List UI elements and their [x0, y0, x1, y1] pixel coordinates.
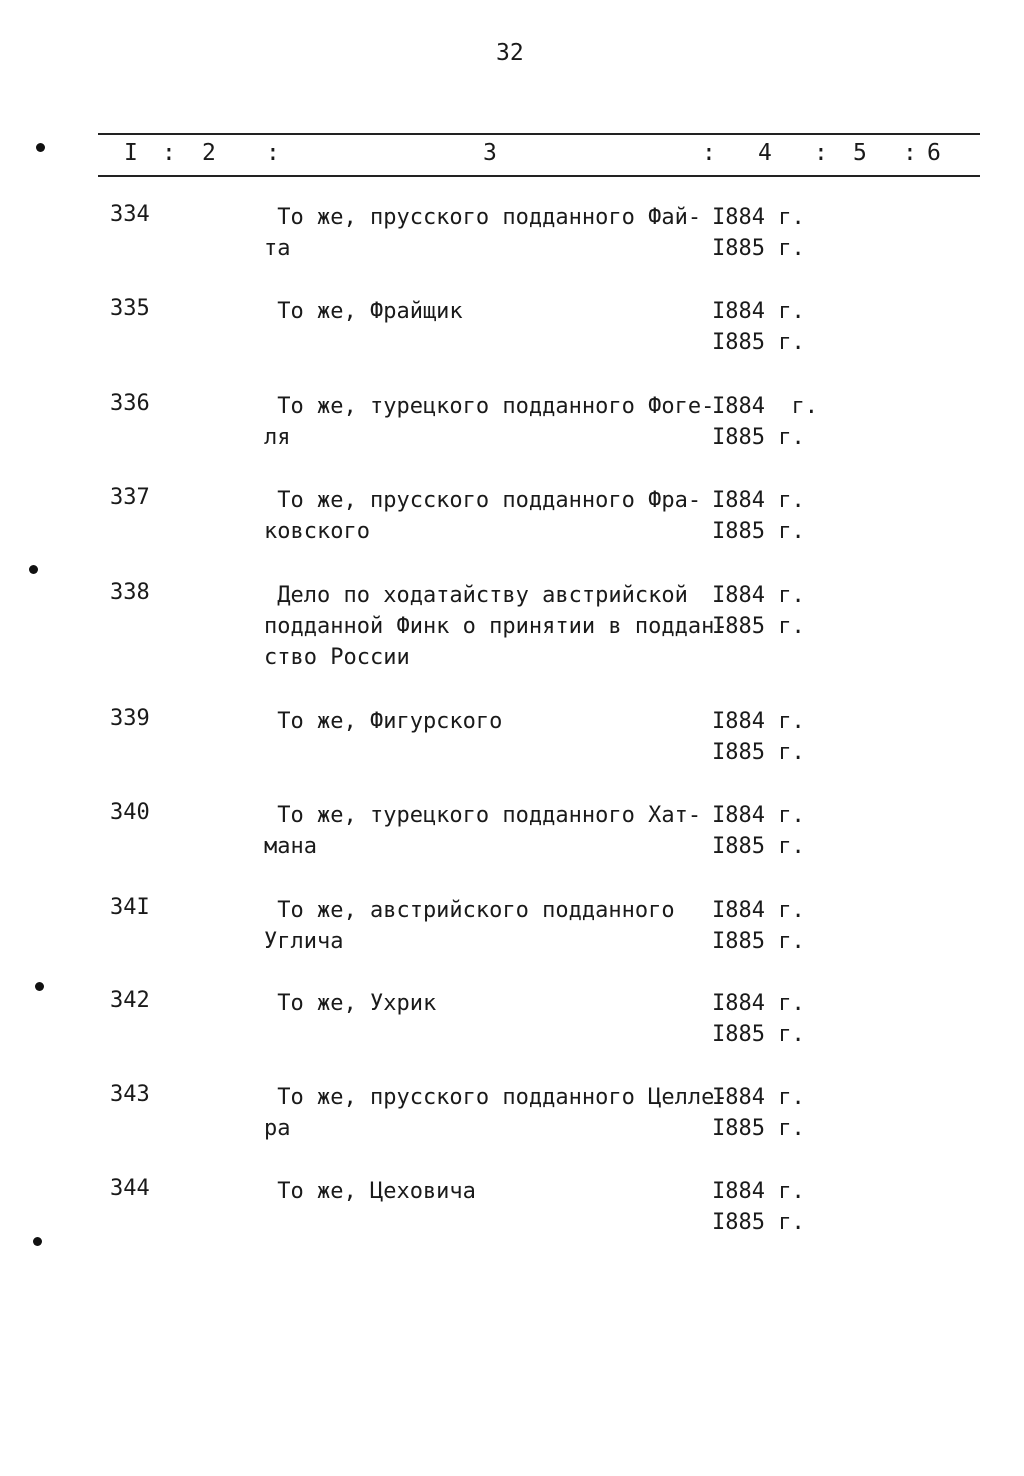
- table-row: [0, 706, 1024, 796]
- entry-years: I884 г. I885 г.: [712, 205, 805, 261]
- entry-years: I884 г. I885 г.: [712, 898, 805, 954]
- entry-description: То же, турецкого подданного Фоге- ля: [264, 394, 715, 450]
- entry-description: То же, Ухрик: [264, 991, 437, 1016]
- header-col-4: 4: [758, 140, 772, 166]
- table-row: [0, 485, 1024, 575]
- entry-years: I884 г. I885 г.: [712, 709, 805, 765]
- entry-years: I884 г. I885 г.: [712, 488, 805, 544]
- header-col-5: 5: [853, 140, 867, 166]
- header-separator-1: :: [162, 140, 176, 166]
- entry-number: 338: [110, 580, 150, 605]
- entry-number: 342: [110, 988, 150, 1013]
- header-separator-5: :: [903, 140, 917, 166]
- entry-description: То же, прусского подданного Фай- та: [264, 205, 702, 261]
- entry-years: I884 г. I885 г.: [712, 803, 805, 859]
- header-col-6: 6: [927, 140, 941, 166]
- entry-number: 334: [110, 202, 150, 227]
- entry-years: I884 г. I885 г.: [712, 991, 805, 1047]
- entry-number: 344: [110, 1176, 150, 1201]
- table-row: [0, 1176, 1024, 1266]
- entry-description: То же, турецкого подданного Хат- мана: [264, 803, 702, 859]
- entry-years: I884 г. I885 г.: [712, 394, 818, 450]
- entry-number: 336: [110, 391, 150, 416]
- entry-description: То же, Фигурского: [264, 709, 503, 734]
- table-row: [0, 800, 1024, 890]
- entry-description: То же, прусского подданного Целле- ра: [264, 1085, 728, 1141]
- binding-hole-mark: [33, 1237, 42, 1246]
- header-col-3: 3: [483, 140, 497, 166]
- entry-description: То же, прусского подданного Фра- ковского: [264, 488, 702, 544]
- table-row: [0, 296, 1024, 386]
- entry-description: То же, Цеховича: [264, 1179, 476, 1204]
- table-row: [0, 1082, 1024, 1172]
- entry-number: 335: [110, 296, 150, 321]
- entry-years: I884 г. I885 г.: [712, 1085, 805, 1141]
- entry-years: I884 г. I885 г.: [712, 583, 805, 639]
- entry-description: Дело по ходатайству австрийской подданной Финк о принятии в поддан- ство России: [264, 583, 728, 670]
- binding-hole-mark: [29, 565, 38, 574]
- binding-hole-mark: [36, 143, 45, 152]
- entry-description: То же, австрийского подданного Углича: [264, 898, 675, 954]
- entry-number: 343: [110, 1082, 150, 1107]
- entry-number: 340: [110, 800, 150, 825]
- entry-number: 337: [110, 485, 150, 510]
- header-col-1: I: [124, 140, 138, 166]
- table-row: [0, 895, 1024, 985]
- entry-years: I884 г. I885 г.: [712, 1179, 805, 1235]
- header-separator-3: :: [702, 140, 716, 166]
- header-bottom-rule: [98, 175, 980, 177]
- table-row: [0, 988, 1024, 1078]
- entry-number: 34I: [110, 895, 150, 920]
- page-number: 32: [496, 40, 524, 66]
- entry-number: 339: [110, 706, 150, 731]
- entry-description: То же, Фрайщик: [264, 299, 463, 324]
- header-separator-4: :: [814, 140, 828, 166]
- header-separator-2: :: [266, 140, 280, 166]
- table-row: [0, 202, 1024, 292]
- header-top-rule: [98, 133, 980, 135]
- table-row: [0, 580, 1024, 670]
- table-row: [0, 391, 1024, 481]
- header-col-2: 2: [202, 140, 216, 166]
- binding-hole-mark: [35, 982, 44, 991]
- entry-years: I884 г. I885 г.: [712, 299, 805, 355]
